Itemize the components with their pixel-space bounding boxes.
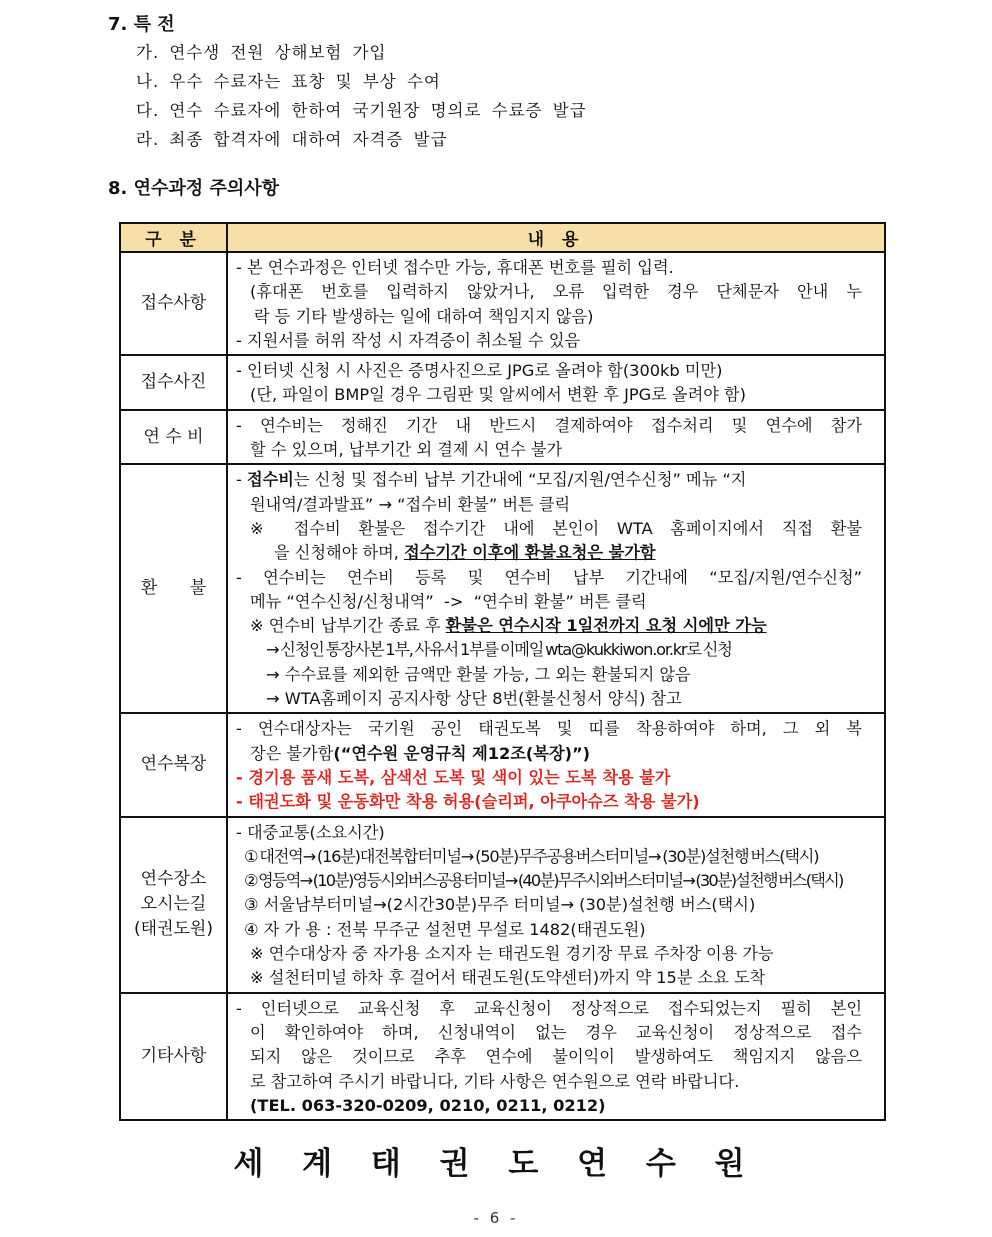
header-category: 구 분: [120, 223, 227, 252]
content-line: ① 대전역→ (16분)대전복합터미널→ (50분)무주공용버스터미널→ (30분)설천행 버스(택시): [244, 846, 819, 866]
list-item: 라. 최종 합격자에 대하여 자격증 발급: [136, 130, 448, 149]
content-line: ※ 연수대상자 중 자가용 소지자 는 태권도원 경기장 무료 주차장 이용 가능: [250, 944, 774, 964]
row-content-other: [227, 993, 885, 1120]
content-line: 락 등 기타 발생하는 일에 대하여 책임지지 않음): [254, 306, 594, 326]
row-label-location: [120, 817, 227, 993]
content-line: (TEL. 063-320-0209, 0210, 0211, 0212): [250, 1095, 606, 1115]
content-line: - 지원서를 허위 작성 시 자격증이 취소될 수 있음: [236, 330, 581, 350]
content-line: → WTA홈페이지 공지사항 상단 8번(환불신청서 양식) 참고: [266, 689, 682, 709]
row-label-other: 기타사항: [120, 993, 227, 1120]
table-row: [120, 464, 885, 713]
content-line: - 연수비는 연수비 등록 및 연수비 납부 기간내에 “모집/지원/연수신청”: [236, 567, 862, 587]
content-line: - 연수비는 정해진 기간 내 반드시 결제하여야 접수처리 및 연수에 참가: [236, 415, 862, 435]
content-line: 로 참고하여 주시기 바랍니다, 기타 사항은 연수원으로 연락 바랍니다.: [250, 1071, 740, 1091]
content-line: [236, 468, 862, 492]
row-content-reception: [227, 252, 885, 355]
content-line: 할 수 있으며, 납부기간 외 결제 시 연수 불가: [250, 440, 563, 460]
row-content-fee: [227, 410, 885, 465]
content-line: - 연수대상자는 국기원 공인 태권도복 및 띠를 착용하여야 하며, 그 외 복: [236, 719, 862, 739]
content-line: [236, 541, 862, 565]
label-line: 연수장소: [140, 869, 207, 890]
row-content-uniform: [227, 713, 885, 816]
content-line: 되지 않은 것이므로 추후 연수에 불이익이 발생하여도 책임지지 않음으: [250, 1047, 862, 1067]
list-item: 가. 연수생 전원 상해보험 가입: [136, 43, 387, 62]
content-line: - 경기용 품새 도복, 삼색선 도복 및 색이 있는 도복 착용 불가: [236, 767, 671, 787]
content-line: 원내역/결과발표” → “접수비 환불” 버튼 클릭: [250, 494, 571, 514]
label-line: 오시는길: [140, 894, 207, 915]
notice-table: [119, 222, 886, 1121]
content-line: 메뉴 “연수신청/신청내역” -> “연수비 환불” 버튼 클릭: [250, 591, 647, 611]
section7-list: [136, 38, 587, 154]
row-content-location: [227, 817, 885, 993]
content-line: - 인터넷 신청 시 사진은 증명사진으로 JPG로 올려야 함(300kb 미만): [236, 361, 723, 381]
row-label-refund: 환 불: [120, 464, 227, 713]
row-label-uniform: 연수복장: [120, 713, 227, 816]
page-number: - 6 -: [473, 1209, 519, 1227]
content-line: 이 확인하여야 하며, 신청내역이 없는 경우 교육신청이 정상적으로 접수: [250, 1022, 862, 1042]
table-row: [120, 355, 885, 410]
content-line: - 본 연수과정은 인터넷 접수만 가능, 휴대폰 번호를 필히 입력.: [236, 258, 674, 277]
content-line: - 태권도화 및 운동화만 착용 허용(슬리퍼, 아쿠아슈즈 착용 불가): [236, 792, 700, 812]
content-line: (휴대폰 번호를 입력하지 않았거나, 오류 입력한 경우 단체문자 안내 누: [250, 282, 862, 302]
row-content-refund: [227, 464, 885, 713]
content-line: ④ 자 가 용 : 전북 무주군 설천면 무설로 1482(태권도원): [244, 919, 646, 939]
text-span: 장은 불가함: [250, 743, 334, 763]
table-row: [120, 410, 885, 465]
content-line: ② 영등역→ (10분)영등시외버스공용터미널→ (40분)무주시외버스터미널→ (30분)설천행 버스(택시): [244, 871, 843, 891]
text-span: 환불은 연수시작 1일전까지 요청 시에만 가능: [445, 616, 767, 636]
section7-title: 7. 특 전: [108, 14, 175, 35]
content-line: → 신청인 통장사본 1부, 사유서 1부를 이메일 wta@kukkiwon.or.kr로 신청: [266, 640, 732, 660]
text-span: 접수기간 이후에 환불요청은 불가함: [404, 543, 656, 563]
text-span: 을 신청해야 하며,: [274, 543, 405, 563]
section8-title: 8. 연수과정 주의사항: [108, 178, 279, 199]
organization-title: 세 계 태 권 도 연 수 원: [233, 1146, 759, 1182]
content-line: ③ 서울남부터미널→(2시간30분)무주 터미널→ (30분)설천행 버스(택시): [244, 895, 756, 915]
content-line: (단, 파일이 BMP일 경우 그림판 및 알씨에서 변환 후 JPG로 올려야 함): [250, 385, 746, 405]
content-line: ※ 설천터미널 하차 후 걸어서 태권도원(도약센터)까지 약 15분 소요 도착: [250, 968, 766, 988]
table-header-row: [120, 223, 885, 252]
table-row: [120, 817, 885, 993]
content-line: - 대중교통(소요시간): [236, 822, 385, 842]
text-span: 접수비: [247, 470, 294, 490]
header-content: 내 용: [227, 223, 885, 252]
table-row: [120, 713, 885, 816]
text-span: ※ 연수비 납부기간 종료 후: [250, 616, 446, 636]
row-label-photo: 접수사진: [120, 355, 227, 410]
row-content-photo: [227, 355, 885, 410]
label-line: (태권도원): [134, 919, 213, 940]
list-item: 다. 연수 수료자에 한하여 국기원장 명의로 수료증 발급: [136, 101, 587, 120]
text-span: (“연수원 운영규칙 제12조(복장)”): [333, 743, 591, 763]
text-span: -: [236, 470, 247, 490]
row-label-reception: 접수사항: [120, 252, 227, 355]
table-row: [120, 252, 885, 355]
row-label-fee: 연 수 비: [120, 410, 227, 465]
text-span: 는 신청 및 접수비 납부 기간내에 “모집/지원/연수신청” 메뉴 “지: [293, 470, 747, 490]
list-item: 나. 우수 수료자는 표창 및 부상 수여: [136, 72, 441, 91]
table-row: [120, 993, 885, 1120]
content-line: → 수수료를 제외한 금액만 환불 가능, 그 외는 환불되지 않음: [266, 664, 691, 684]
content-line: [236, 742, 862, 766]
content-line: ※ 접수비 환불은 접수기간 내에 본인이 WTA 홈페이지에서 직접 환불: [250, 518, 862, 538]
content-line: [236, 614, 862, 638]
content-line: - 인터넷으로 교육신청 후 교육신청이 정상적으로 접수되었는지 필히 본인: [236, 998, 862, 1018]
